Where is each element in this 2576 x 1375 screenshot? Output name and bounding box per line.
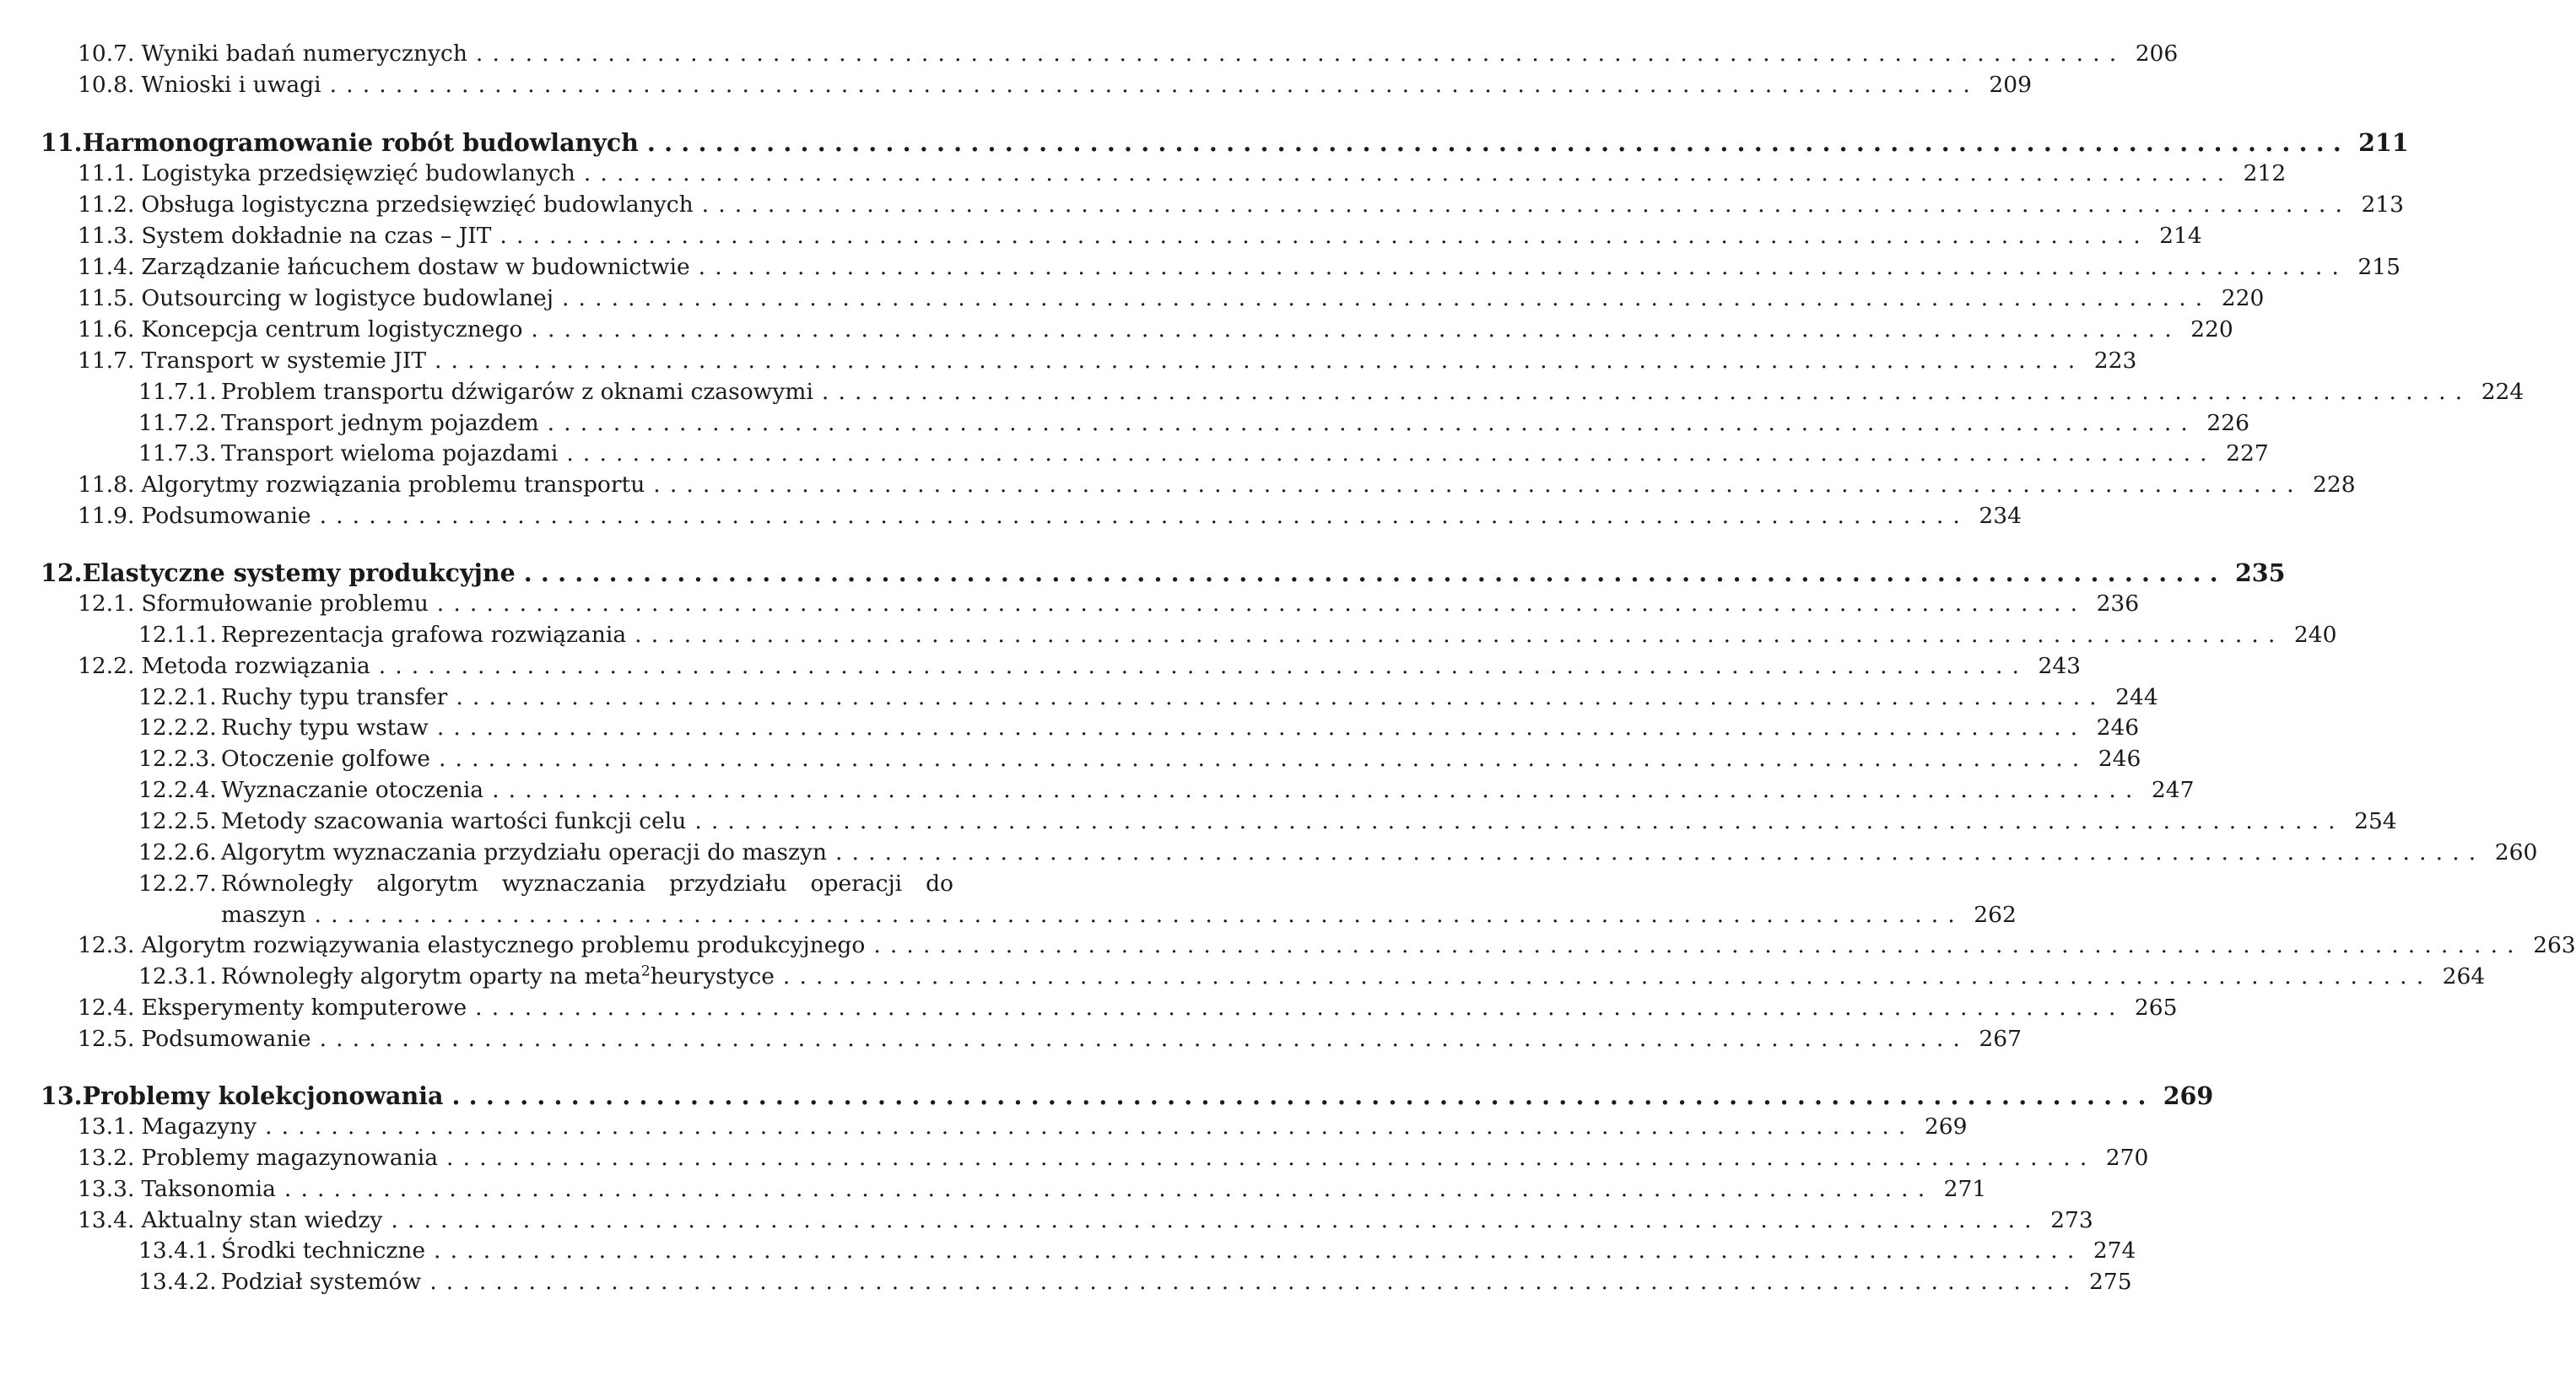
toc-entry-13-1[interactable] xyxy=(78,1113,1968,1140)
dot-leader: .................................................................................................... xyxy=(698,254,2349,280)
dot-leader: .................................................................................................... xyxy=(436,714,2087,741)
dot-leader: .................................................................................................... xyxy=(646,128,2351,157)
chapter-number: 11. xyxy=(41,128,83,157)
chapter-page: 269 xyxy=(2163,1081,2214,1110)
entry-number: 11.5. xyxy=(78,285,135,311)
entry-number: 12.5. xyxy=(78,1026,135,1052)
entry-number: 12.2. xyxy=(78,653,135,679)
entry-number: 11.7.1. xyxy=(138,379,217,405)
entry-page: 247 xyxy=(2151,777,2195,803)
entry-number: 11.4. xyxy=(78,254,135,280)
dot-leader: .................................................................................................... xyxy=(475,995,2125,1021)
dot-leader: .................................................................................................... xyxy=(834,839,2486,865)
entry-number: 11.6. xyxy=(78,316,135,342)
toc-entry-12-3-1[interactable] xyxy=(138,962,2486,989)
dot-leader: .................................................................................................... xyxy=(378,653,2029,679)
toc-entry-11-7[interactable] xyxy=(78,348,2137,374)
entry-number: 13.3. xyxy=(78,1176,135,1202)
entry-number: 13.4. xyxy=(78,1207,135,1233)
entry-page: 234 xyxy=(1979,503,2022,529)
toc-entry-12-1-1[interactable] xyxy=(138,622,2337,648)
dot-leader: .................................................................................................... xyxy=(451,1081,2155,1110)
entry-page: 271 xyxy=(1943,1176,1987,1202)
entry-page: 275 xyxy=(2088,1269,2132,1295)
toc-entry-11-6[interactable] xyxy=(78,316,2233,342)
toc-entry-11-7-2[interactable] xyxy=(138,410,2249,436)
entry-page: 228 xyxy=(2313,472,2356,498)
entry-title: Problemy magazynowania xyxy=(141,1145,439,1171)
toc-entry-11-9[interactable] xyxy=(78,503,2022,529)
toc-entry-11-3[interactable] xyxy=(78,223,2202,249)
entry-title: Równoległy algorytm oparty na meta$^2$heurystyce xyxy=(221,962,775,989)
entry-number: 11.7. xyxy=(78,348,135,374)
dot-leader: .................................................................................................... xyxy=(694,808,2345,834)
entry-title: Algorytm rozwiązywania elastycznego problemu produkcyjnego xyxy=(141,932,866,958)
entry-page: 254 xyxy=(2354,808,2397,834)
entry-title: Otoczenie golfowe xyxy=(221,746,430,772)
chapter-title: Elastyczne systemy produkcyjne xyxy=(82,558,516,587)
entry-page: 274 xyxy=(2093,1238,2136,1264)
entry-page: 213 xyxy=(2361,191,2405,218)
dot-leader: .................................................................................................... xyxy=(314,902,1964,928)
dot-leader: .................................................................................................... xyxy=(284,1176,1935,1202)
entry-page: 260 xyxy=(2494,839,2538,865)
entry-title: Algorytm wyznaczania przydziału operacji do maszyn xyxy=(221,839,827,865)
entry-page: 226 xyxy=(2206,410,2249,436)
entry-title: Metody szacowania wartości funkcji celu xyxy=(221,808,687,834)
entry-page: 263 xyxy=(2533,932,2576,958)
toc-entry-12-2[interactable] xyxy=(78,653,2082,679)
entry-title: Obsługa logistyczna przedsięwzięć budowlanych xyxy=(141,191,694,218)
entry-number: 11.2. xyxy=(78,191,135,218)
entry-page: 265 xyxy=(2134,995,2178,1021)
entry-page: 267 xyxy=(1979,1026,2022,1052)
entry-page: 227 xyxy=(2226,440,2269,466)
toc-entry-13-4-2[interactable] xyxy=(138,1269,2132,1295)
toc-entry-12-2-7-continuation[interactable] xyxy=(221,902,2017,928)
entry-title: Zarządzanie łańcuchem dostaw w budownictwie xyxy=(141,254,690,280)
entry-number: 12.2.3. xyxy=(138,746,217,772)
toc-entry-10-8[interactable] xyxy=(78,72,2032,98)
entry-title: Wyniki badań numerycznych xyxy=(141,40,467,67)
entry-page: 220 xyxy=(2221,285,2265,311)
entry-title: Transport wieloma pojazdami xyxy=(221,440,559,466)
toc-entry-12-2-4[interactable] xyxy=(138,777,2195,803)
dot-leader: .................................................................................................... xyxy=(782,963,2433,989)
entry-number: 12.2.2. xyxy=(138,714,217,741)
dot-leader: .................................................................................................... xyxy=(436,590,2087,617)
dot-leader: .................................................................................................... xyxy=(821,379,2472,405)
toc-entry-11-4[interactable] xyxy=(78,254,2401,280)
entry-title: Środki techniczne xyxy=(221,1238,426,1264)
entry-title: Problem transportu dźwigarów z oknami czasowymi xyxy=(221,379,813,405)
entry-number: 12.1. xyxy=(78,590,135,617)
entry-page: 273 xyxy=(2050,1207,2093,1233)
entry-page: 246 xyxy=(2098,746,2141,772)
entry-title: Sformułowanie problemu xyxy=(141,590,429,617)
entry-number: 12.2.1. xyxy=(138,684,217,710)
dot-leader: .................................................................................................... xyxy=(701,191,2352,218)
entry-page: 224 xyxy=(2481,379,2525,405)
entry-page: 243 xyxy=(2038,653,2082,679)
toc-chapter-12[interactable] xyxy=(41,558,2286,587)
dot-leader: .................................................................................................... xyxy=(583,160,2234,186)
dot-leader: .................................................................................................... xyxy=(456,684,2106,710)
dot-leader: .................................................................................................... xyxy=(434,1238,2084,1264)
entry-page: 262 xyxy=(1974,902,2017,928)
toc-entry-11-8[interactable] xyxy=(78,472,2356,498)
chapter-number: 12. xyxy=(41,558,83,587)
chapter-page: 211 xyxy=(2358,128,2409,157)
toc-chapter-11[interactable] xyxy=(41,128,2409,157)
entry-number: 12.2.6. xyxy=(138,839,217,865)
chapter-title: Harmonogramowanie robót budowlanych xyxy=(82,128,639,157)
entry-title: System dokładnie na czas – JIT xyxy=(141,223,492,249)
toc-entry-13-4-1[interactable] xyxy=(138,1238,2136,1264)
entry-title: Koncepcja centrum logistycznego xyxy=(141,316,523,342)
entry-page: 215 xyxy=(2357,254,2401,280)
entry-number: 10.8. xyxy=(78,72,135,98)
entry-number: 11.9. xyxy=(78,503,135,529)
dot-leader: .................................................................................................... xyxy=(566,440,2217,466)
entry-title: Podział systemów xyxy=(221,1269,422,1295)
entry-title-continuation: maszyn xyxy=(221,902,306,928)
entry-title: Algorytmy rozwiązania problemu transportu xyxy=(141,472,645,498)
dot-leader: .................................................................................................... xyxy=(492,777,2142,803)
entry-number: 12.1.1. xyxy=(138,622,217,648)
entry-title: Transport w systemie JIT xyxy=(141,348,426,374)
entry-page: 269 xyxy=(1924,1113,1968,1140)
toc-entry-11-2[interactable] xyxy=(78,191,2405,218)
toc-entry-12-2-3[interactable] xyxy=(138,746,2141,772)
entry-number: 11.1. xyxy=(78,160,135,186)
entry-title: Równoległy algorytm wyznaczania przydziału operacji do xyxy=(221,871,953,897)
chapter-number: 13. xyxy=(41,1081,83,1110)
entry-number: 11.7.3. xyxy=(138,440,217,466)
entry-title: Podsumowanie xyxy=(141,503,311,529)
entry-title: Aktualny stan wiedzy xyxy=(141,1207,383,1233)
entry-title: Outsourcing w logistyce budowlanej xyxy=(141,285,554,311)
toc-entry-11-5[interactable] xyxy=(78,285,2265,311)
entry-number: 12.2.4. xyxy=(138,777,217,803)
toc-entry-12-1[interactable] xyxy=(78,590,2140,617)
dot-leader: .................................................................................................... xyxy=(446,1145,2097,1171)
entry-page: 270 xyxy=(2105,1145,2149,1171)
entry-title: Ruchy typu wstaw xyxy=(221,714,429,741)
entry-page: 246 xyxy=(2096,714,2140,741)
entry-page: 220 xyxy=(2190,316,2233,342)
dot-leader: .................................................................................................... xyxy=(531,316,2181,342)
entry-page: 212 xyxy=(2243,160,2287,186)
toc-entry-13-4[interactable] xyxy=(78,1207,2093,1233)
entry-page: 244 xyxy=(2115,684,2158,710)
chapter-page: 235 xyxy=(2234,558,2286,587)
toc-entry-13-2[interactable] xyxy=(78,1145,2149,1171)
entry-title: Taksonomia xyxy=(141,1176,276,1202)
entry-number: 11.7.2. xyxy=(138,410,217,436)
dot-leader: .................................................................................................... xyxy=(329,72,1979,98)
toc-entry-13-3[interactable] xyxy=(78,1176,1987,1202)
entry-page: 206 xyxy=(2135,40,2179,67)
dot-leader: .................................................................................................... xyxy=(523,558,2227,587)
entry-title: Wnioski i uwagi xyxy=(141,72,321,98)
entry-page: 240 xyxy=(2293,622,2337,648)
entry-title: Magazyny xyxy=(141,1113,257,1140)
entry-title: Ruchy typu transfer xyxy=(221,684,448,710)
dot-leader: .................................................................................................... xyxy=(265,1113,1915,1140)
entry-page: 209 xyxy=(1989,72,2032,98)
entry-title: Metoda rozwiązania xyxy=(141,653,370,679)
toc-entry-12-2-1[interactable] xyxy=(138,684,2158,710)
toc-entry-11-7-3[interactable] xyxy=(138,440,2269,466)
dot-leader: .................................................................................................... xyxy=(435,348,2085,374)
toc-entry-12-2-6[interactable] xyxy=(138,839,2538,865)
dot-leader: .................................................................................................... xyxy=(439,746,2089,772)
entry-title: Wyznaczanie otoczenia xyxy=(221,777,484,803)
toc-entry-11-7-1[interactable] xyxy=(138,379,2525,405)
entry-number: 12.3. xyxy=(78,932,135,958)
chapter-title: Problemy kolekcjonowania xyxy=(82,1081,444,1110)
toc-chapter-13[interactable] xyxy=(41,1081,2214,1110)
entry-number: 13.2. xyxy=(78,1145,135,1171)
entry-number: 12.2.7. xyxy=(138,871,217,897)
entry-number: 13.1. xyxy=(78,1113,135,1140)
entry-title: Reprezentacja grafowa rozwiązania xyxy=(221,622,627,648)
dot-leader: .................................................................................................... xyxy=(500,223,2150,249)
dot-leader: .................................................................................................... xyxy=(319,1026,1969,1052)
entry-title: Podsumowanie xyxy=(141,1026,311,1052)
entry-page: 223 xyxy=(2093,348,2137,374)
toc-entry-12-2-5[interactable] xyxy=(138,808,2397,834)
entry-number: 10.7. xyxy=(78,40,135,67)
toc-entry-12-5[interactable] xyxy=(78,1026,2022,1052)
toc-entry-10-7[interactable] xyxy=(78,40,2179,67)
toc-entry-12-2-7[interactable] xyxy=(138,871,953,897)
dot-leader: .................................................................................................... xyxy=(475,40,2126,67)
entry-number: 13.4.1. xyxy=(138,1238,217,1264)
entry-number: 12.3.1. xyxy=(138,963,217,989)
entry-page: 236 xyxy=(2096,590,2140,617)
toc-entry-12-4[interactable] xyxy=(78,995,2178,1021)
toc-entry-11-1[interactable] xyxy=(78,160,2287,186)
toc-entry-12-2-2[interactable] xyxy=(138,714,2140,741)
entry-title: Eksperymenty komputerowe xyxy=(141,995,467,1021)
dot-leader: .................................................................................................... xyxy=(391,1207,2041,1233)
entry-number: 11.8. xyxy=(78,472,135,498)
dot-leader: .................................................................................................... xyxy=(635,622,2285,648)
dot-leader: .................................................................................................... xyxy=(319,503,1969,529)
entry-page: 264 xyxy=(2442,963,2486,989)
dot-leader: .................................................................................................... xyxy=(561,285,2212,311)
entry-number: 13.4.2. xyxy=(138,1269,217,1295)
dot-leader: .................................................................................................... xyxy=(653,472,2303,498)
dot-leader: .................................................................................................... xyxy=(429,1269,2080,1295)
entry-page: 214 xyxy=(2159,223,2202,249)
entry-number: 12.4. xyxy=(78,995,135,1021)
entry-title: Transport jednym pojazdem xyxy=(221,410,539,436)
entry-title: Logistyka przedsięwzięć budowlanych xyxy=(141,160,575,186)
dot-leader: .................................................................................................... xyxy=(547,410,2197,436)
entry-number: 11.3. xyxy=(78,223,135,249)
entry-number: 12.2.5. xyxy=(138,808,217,834)
dot-leader: .................................................................................................... xyxy=(873,932,2524,958)
toc-entry-12-3[interactable] xyxy=(78,932,2576,958)
